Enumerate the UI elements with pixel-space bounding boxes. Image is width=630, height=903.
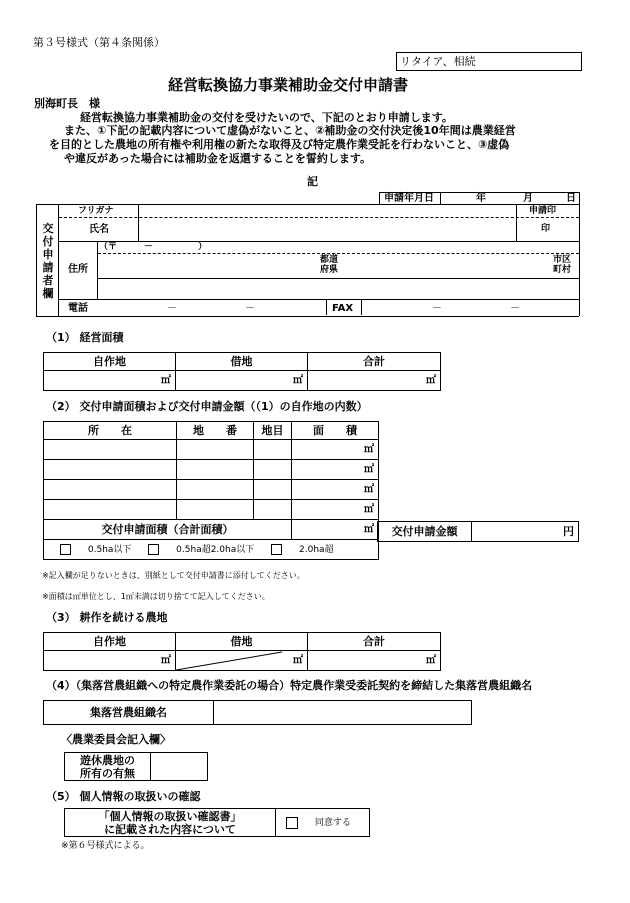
sec3-self-input[interactable]: ㎡ [44,651,176,671]
address-label: 住所 [68,264,88,275]
sec4-label: 集落営農組織名 [44,701,214,725]
location-cell[interactable] [44,480,177,500]
name-label: 氏名 [89,224,109,235]
intro-line-1: 経営転換協力事業補助金の交付を受けたいので、下記のとおり申請します。 [80,111,453,124]
sec1-lease-input[interactable]: ㎡ [176,371,308,391]
fax-dash-2: － [510,303,520,314]
lot-cell[interactable] [177,500,254,520]
date-label: 申請年月日 [384,193,434,204]
sec1-col-lease: 借地 [176,353,308,371]
ki-label: 記 [307,175,318,188]
sec1-total-input[interactable]: ㎡ [308,371,441,391]
sec3-lease-unit: ㎡ [293,654,303,666]
phone-dash-2: － [245,303,255,314]
category-cell[interactable] [254,480,292,500]
name-field[interactable] [142,219,512,239]
sec4-table [43,700,472,725]
sec1-heading: （1） 経営面積 [46,331,124,344]
committee-heading: 〈農業委員会記入欄〉 [61,733,171,746]
area-cell[interactable]: ㎡ [292,440,379,460]
table-row [44,500,379,520]
postal-code: （〒 － ） [99,242,208,252]
agree-label: 同意する [314,818,351,828]
lot-cell[interactable] [177,440,254,460]
total-area-label: 交付申請面積（合計面積） [44,520,292,540]
note-1: ※記入欄が足りないときは、別紙として交付申請書に添付してください。 [42,571,305,580]
opt3-checkbox[interactable] [271,544,282,555]
sec2-col-area: 面 積 [292,422,379,440]
category-cell[interactable] [254,460,292,480]
sec5-label: 「個人情報の取扱い確認書」 に記載された内容について [65,809,276,837]
opt2-label: 0.5ha超2.0ha以下 [176,545,255,555]
sec2-col-lot: 地 番 [177,422,254,440]
sec3-col-total: 合計 [308,633,441,651]
applicant-side-label: 交 付 申 請 者 欄 [42,222,54,300]
area-cell[interactable]: ㎡ [292,500,379,520]
size-options [44,540,379,560]
intro-line-3: を目的とした農地の所有権や利用権の新たな取得及び特定農作業受託を行わないこと、③虚偽 [49,138,510,151]
opt1-label: 0.5ha以下 [87,545,132,555]
table-row [44,460,379,480]
total-area-cell[interactable]: ㎡ [292,520,379,540]
committee-input[interactable] [151,753,208,781]
table-row [44,480,379,500]
sec3-col-lease: 借地 [176,633,308,651]
tag-box [396,52,582,71]
year-label: 年 [476,193,486,204]
area-cell[interactable]: ㎡ [292,460,379,480]
lot-cell[interactable] [177,460,254,480]
intro-line-4: や違反があった場合には補助金を返還することを誓約します。 [64,152,372,165]
location-cell[interactable] [44,460,177,480]
furigana-label: フリガナ [78,206,114,216]
sec1-col-self: 自作地 [44,353,176,371]
note-3: ※第６号様式による。 [61,841,150,851]
committee-table [64,752,208,781]
amount-label: 交付申請金額 [378,522,472,542]
sec3-lease-input[interactable] [176,651,308,671]
fax-label: FAX [332,303,354,314]
sec2-col-category: 地目 [254,422,292,440]
phone-label: 電話 [68,303,88,314]
area-cell[interactable]: ㎡ [292,480,379,500]
category-cell[interactable] [254,440,292,460]
address-field[interactable] [100,280,576,297]
category-cell[interactable] [254,500,292,520]
amount-table [377,521,579,542]
table-row [44,440,379,460]
agree-checkbox[interactable] [286,817,298,829]
sec1-col-total: 合計 [308,353,441,371]
sec1-table [43,352,441,391]
opt2-checkbox[interactable] [148,544,159,555]
todofuken-1: 都道 [320,255,339,265]
intro-line-2: また、①下記の記載内容について虚偽がないこと、②補助金の交付決定後10年間は農業経営 [64,124,516,137]
day-label: 日 [566,193,576,204]
page-title: 経営転換協力事業補助金交付申請書 [168,76,409,94]
shiku-2: 町村 [553,265,572,275]
location-cell[interactable] [44,500,177,520]
phone-dash-1: － [167,303,177,314]
diagonal-line [176,651,308,671]
lot-cell[interactable] [177,480,254,500]
committee-label: 遊休農地の 所有の有無 [65,753,151,781]
sec5-heading: （5） 個人情報の取扱いの確認 [46,790,201,803]
location-cell[interactable] [44,440,177,460]
tag-box-text: リタイア、相続 [400,55,476,68]
opt3-label: 2.0ha超 [299,545,334,555]
sec3-table [43,632,441,671]
sec2-heading: （2） 交付申請面積および交付申請金額（（1）の自作地の内数） [46,400,368,413]
sec3-heading: （3） 耕作を続ける農地 [46,611,168,624]
sec1-self-input[interactable]: ㎡ [44,371,176,391]
sec4-heading: （4）（集落営農組織への特定農作業委託の場合）特定農作業受委託契約を締結した集落営農組織名 [46,679,533,692]
note-2: ※面積は㎡単位とし、1㎡未満は切り捨てて記入してください。 [42,592,270,601]
sec2-table [43,421,379,560]
sec4-input[interactable] [214,701,472,725]
seal-label: 申請印 [529,206,557,216]
month-label: 月 [523,193,533,204]
addressee: 別海町長 様 [34,97,100,110]
sec5-table [64,808,370,837]
agree-cell [276,809,370,837]
opt1-checkbox[interactable] [60,544,71,555]
shiku-1: 市区 [553,255,572,265]
fax-dash-1: － [432,303,442,314]
todofuken-2: 府県 [320,265,339,275]
amount-input[interactable]: 円 [472,522,579,542]
form-code: 第３号様式（第４条関係） [33,36,165,49]
sec2-col-location: 所 在 [44,422,177,440]
seal-mark: 印 [541,224,551,234]
sec3-col-self: 自作地 [44,633,176,651]
sec3-total-input[interactable]: ㎡ [308,651,441,671]
